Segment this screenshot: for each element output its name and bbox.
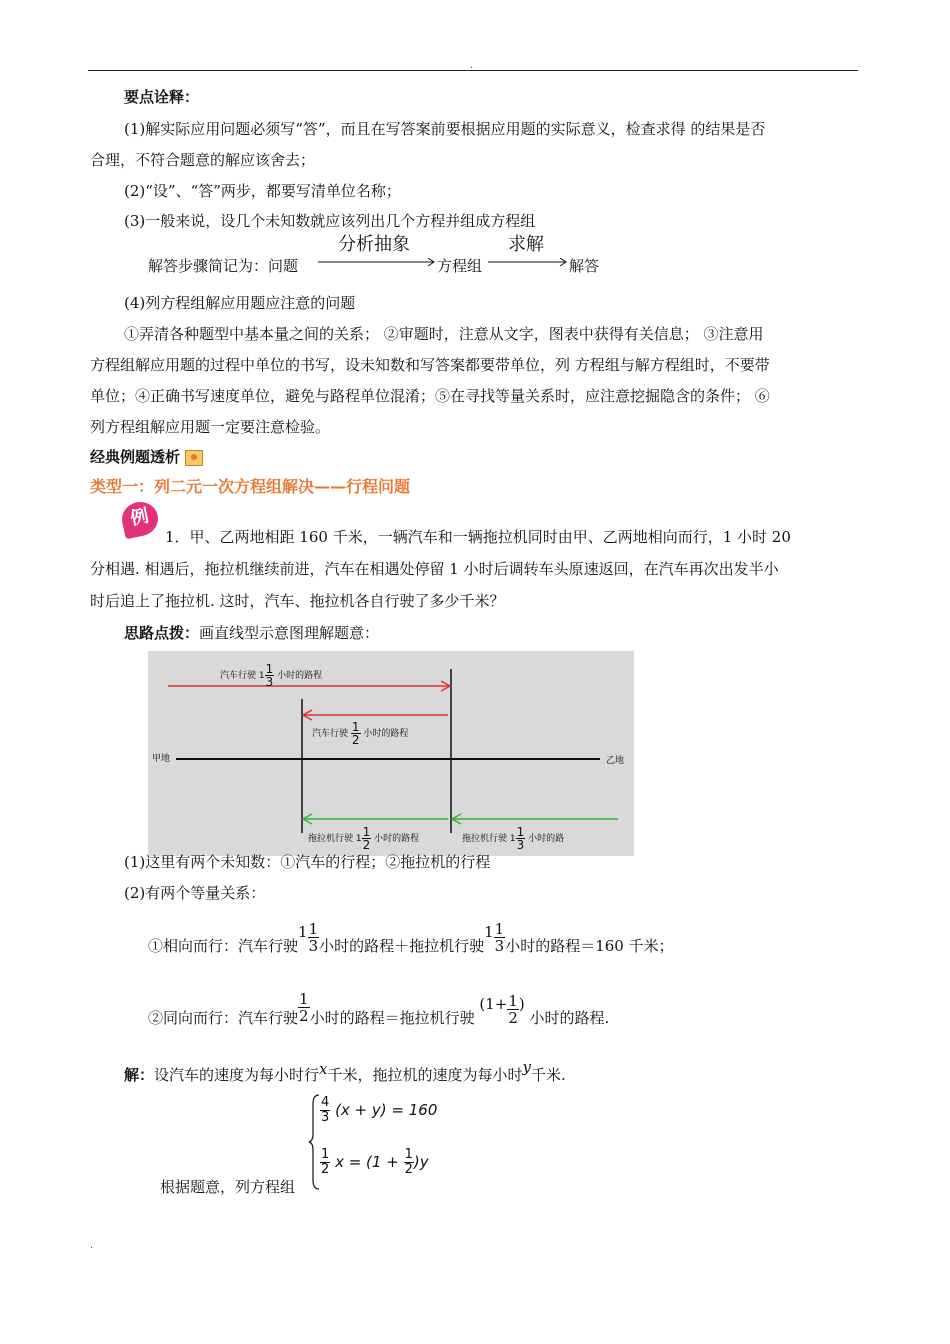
- steps-prefix: [148, 255, 298, 277]
- label-tractor-left-pre: 拖拉机行驶: [308, 834, 354, 844]
- hint: [124, 622, 379, 644]
- example-line-3: 时后追上了拖拉机. 这时，汽车、拖拉机各自行驶了多少千米？: [90, 592, 505, 610]
- relation-1-c: 小时的路程＝160 千米；: [505, 937, 674, 955]
- relation-1-b: 小时的路程＋拖拉机行驶: [319, 937, 485, 955]
- relation-2-open: (1+: [479, 995, 508, 1013]
- section-title-text: 经典例题透析: [90, 448, 181, 466]
- eq1-rest: (x + y) = 160: [335, 1101, 438, 1119]
- type-title: 类型一：列二元一次方程组解决——行程问题: [90, 477, 411, 496]
- notes-line-1: ①弄清各种题型中基本量之间的关系； ②审题时，注意从文字，图表中获得有关信息； ③注意用: [124, 325, 764, 343]
- frac-den: 2: [362, 838, 371, 852]
- system-label: 根据题意，列方程组: [160, 1178, 296, 1196]
- var-x: x: [319, 1060, 328, 1078]
- example-badge: [119, 499, 161, 540]
- point-1-line-2: 合理，不符合题意的解应该舍去；: [90, 151, 316, 169]
- relation-1-a: ①相向而行：汽车行驶: [148, 937, 299, 955]
- relation-2-a: ②同向而行：汽车行驶: [148, 1009, 299, 1027]
- frac-num: 1: [516, 825, 525, 839]
- frac-num: 1: [404, 1147, 413, 1162]
- header-dot: .: [470, 60, 474, 71]
- frac-num: 1: [265, 662, 274, 676]
- point-4: (4)列方程组解应用题应注意的问题: [124, 294, 356, 312]
- relation-2-close: ): [518, 995, 525, 1013]
- label-car-mid-post: 小时的路程: [363, 729, 409, 739]
- footer-dot: .: [90, 1240, 94, 1251]
- frac-num: 1: [299, 989, 309, 1008]
- frac-den: 2: [508, 1008, 518, 1027]
- step-answer: 解答: [569, 257, 600, 275]
- label-tractor-right-frac: [516, 826, 526, 851]
- hint-text: 画直线型示意图理解题意：: [199, 624, 380, 642]
- section-title: [90, 446, 203, 468]
- frac-den: 3: [321, 1110, 330, 1125]
- label-tractor-right: [462, 826, 564, 851]
- label-car-top-frac: [265, 663, 275, 688]
- equation-1: [320, 1096, 437, 1125]
- relation-2-frac-2: [507, 993, 519, 1026]
- frac-den: 3: [308, 936, 319, 955]
- arrow-1: [318, 258, 438, 270]
- eq2-mid: x = (1 +: [335, 1153, 399, 1171]
- step-equations: 方程组: [437, 257, 483, 275]
- relation-1-frac-1: [308, 921, 320, 954]
- solution-line: [124, 1058, 566, 1086]
- hint-label: 思路点拨：: [124, 624, 200, 642]
- relation-2-b: 小时的路程＝拖拉机行驶: [309, 1009, 475, 1027]
- frac-den: 3: [265, 675, 274, 689]
- travel-diagram: [148, 651, 634, 856]
- example-line-1: 1．甲、乙两地相距 160 千米，一辆汽车和一辆拖拉机同时由甲、乙两地相向而行，1 小时 20: [165, 528, 791, 546]
- analysis-1: (1)这里有两个未知数：①汽车的行程；②拖拉机的行程: [124, 853, 491, 871]
- label-car-mid-pre: 汽车行驶: [312, 729, 349, 739]
- relation-1-whole-2: 1: [484, 923, 494, 941]
- label-car-top-post: 小时的路程: [277, 671, 323, 681]
- solution-label: 解：: [124, 1066, 155, 1084]
- label-tractor-right-whole: 1: [509, 834, 516, 844]
- label-car-top-pre: 汽车行驶: [220, 671, 257, 681]
- relation-2-frac-1: [298, 991, 310, 1024]
- arrow-label-solve: 求解: [508, 234, 544, 255]
- label-tractor-left: [308, 826, 419, 851]
- analysis-2: (2)有两个等量关系：: [124, 884, 266, 902]
- label-car-top-whole: 1: [258, 671, 265, 681]
- label-tractor-left-whole: 1: [355, 834, 362, 844]
- relation-2: [148, 989, 610, 1042]
- relation-1: [148, 919, 674, 970]
- step-problem: 问题: [268, 257, 299, 275]
- brace-icon: [308, 1094, 320, 1190]
- relation-1-frac-2: [494, 921, 506, 954]
- frac-den: 3: [494, 936, 505, 955]
- arrow-label-analyze: 分析抽象: [338, 234, 410, 255]
- notes-line-3: 单位；④正确书写速度单位，避免与路程单位混淆；⑤在寻找等量关系时，应注意挖掘隐含的条件； ⑥: [90, 387, 770, 405]
- example-badge-text: 例: [128, 505, 151, 530]
- frac-num: 1: [351, 720, 360, 734]
- relation-2-c: 小时的路程.: [529, 1009, 610, 1027]
- frac-num: 1: [362, 825, 371, 839]
- arrow-2: [488, 258, 570, 270]
- point-2: (2)“设”、“答”两步，都要写清单位名称；: [124, 182, 401, 200]
- example-line-2: 分相遇. 相遇后，拖拉机继续前进，汽车在相遇处停留 1 小时后调转车头原速返回，在汽车再次出发半小: [90, 560, 779, 578]
- label-car-mid: [312, 721, 408, 746]
- point-1-line-1: (1)解实际应用问题必须写“答”，而且在写答案前要根据应用题的实际意义，检查求得 的结果是否: [124, 120, 766, 138]
- frac-num: 1: [308, 919, 319, 938]
- frac-num: 1: [321, 1147, 330, 1162]
- label-tractor-right-post: 小时的路: [528, 834, 565, 844]
- eq2-end: )y: [413, 1153, 429, 1171]
- label-tractor-left-post: 小时的路程: [374, 834, 420, 844]
- frac-num: 1: [494, 919, 505, 938]
- frac-num: 1: [508, 991, 518, 1010]
- frac-num: 4: [321, 1095, 330, 1110]
- frac-den: 2: [321, 1162, 330, 1177]
- label-tractor-left-frac: [362, 826, 372, 851]
- label-jia: 甲地: [152, 754, 171, 764]
- solution-text-a: 设汽车的速度为每小时行: [154, 1066, 320, 1084]
- label-car-mid-frac: [351, 721, 361, 746]
- label-yi: 乙地: [606, 756, 625, 766]
- relation-1-whole-1: 1: [298, 923, 308, 941]
- point-3: (3)一般来说，设几个未知数就应该列出几个方程并组成方程组: [124, 212, 536, 230]
- notes-line-4: 列方程组解应用题一定要注意检验。: [90, 418, 331, 436]
- frac-den: 2: [299, 1006, 309, 1025]
- eq2-frac-1: [320, 1148, 330, 1177]
- eq1-frac: [320, 1096, 330, 1125]
- notes-line-2: 方程组解应用题的过程中单位的书写，设未知数和写答案都要带单位，列 方程组与解方程组时，不要带: [90, 356, 770, 374]
- equation-system: [308, 1092, 448, 1192]
- steps-prefix-text: 解答步骤简记为：: [148, 257, 269, 275]
- folder-icon: [185, 450, 203, 466]
- key-points-title: 要点诠释：: [124, 88, 200, 106]
- solution-text-b: 千米，拖拉机的速度为每小时: [327, 1066, 523, 1084]
- frac-den: 2: [351, 733, 360, 747]
- equation-2: [320, 1148, 429, 1177]
- frac-den: 3: [516, 838, 525, 852]
- label-car-top: [220, 663, 322, 688]
- var-y: y: [522, 1058, 531, 1076]
- frac-den: 2: [404, 1162, 413, 1177]
- label-tractor-right-pre: 拖拉机行驶: [462, 834, 508, 844]
- eq2-frac-2: [404, 1148, 414, 1177]
- solution-text-c: 千米.: [531, 1066, 566, 1084]
